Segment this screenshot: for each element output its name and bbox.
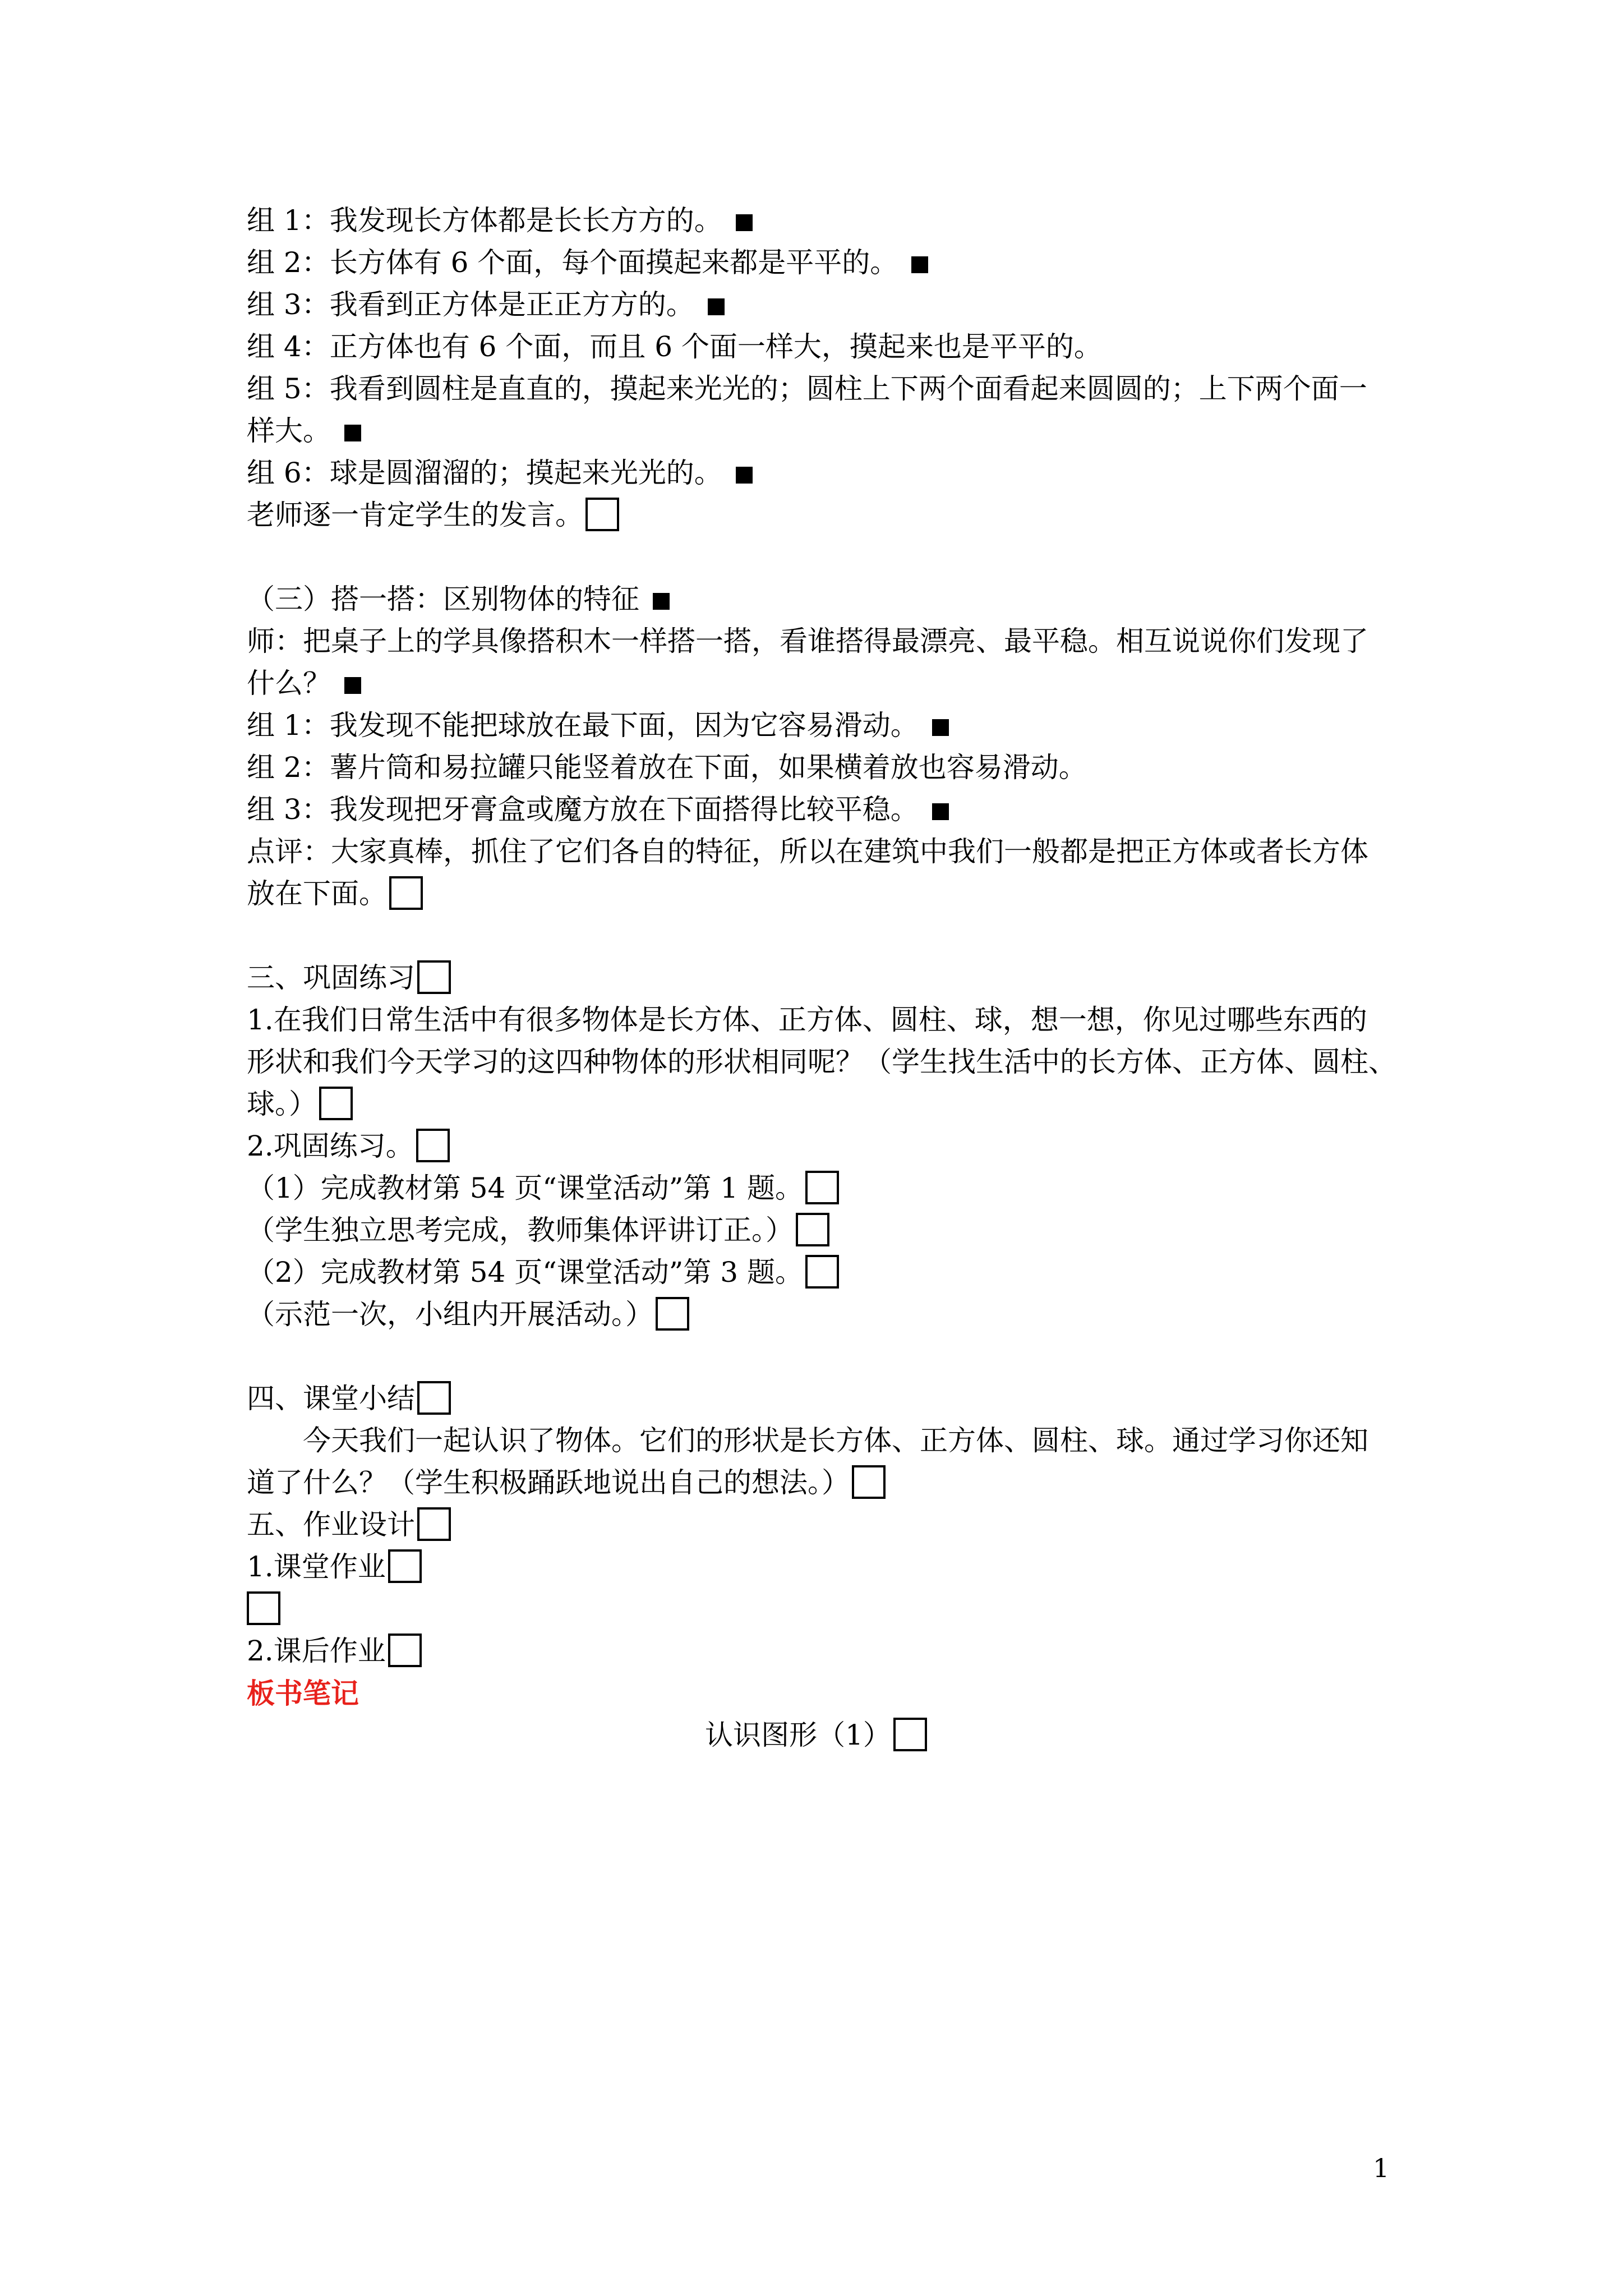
- text-line: [247, 873, 1385, 915]
- text: 放在下面。: [247, 877, 387, 910]
- text: 道了什么？（学生积极踊跃地说出自己的想法。）: [247, 1466, 850, 1499]
- text-line: [247, 1083, 1385, 1125]
- text-line: [247, 410, 1385, 452]
- empty-box-icon: [388, 1634, 422, 1667]
- text-line: [247, 1251, 1385, 1294]
- empty-box-icon: [416, 1129, 450, 1162]
- text-line: [247, 200, 1385, 242]
- text-line: [247, 1294, 1385, 1336]
- text: 组 2：薯片筒和易拉罐只能竖着放在下面，如果横着放也容易滑动。: [247, 751, 1087, 784]
- text: （2）完成教材第 54 页“课堂活动”第 3 题。: [247, 1256, 803, 1289]
- text-line: [247, 1588, 1385, 1630]
- empty-box-icon: [796, 1213, 829, 1246]
- text: 什么？: [247, 667, 331, 700]
- text: 1.在我们日常生活中有很多物体是长方体、正方体、圆柱、球，想一想，你见过哪些东西的: [247, 1004, 1367, 1036]
- black-square-icon: [708, 298, 725, 315]
- black-square-icon: [932, 803, 949, 820]
- spacer: [247, 536, 1385, 578]
- text-line: [247, 284, 1385, 326]
- black-square-icon: [736, 214, 753, 231]
- text: 样大。: [247, 415, 331, 447]
- text: 今天我们一起认识了物体。它们的形状是长方体、正方体、圆柱、球。通过学习你还知: [303, 1424, 1368, 1457]
- text: 点评：大家真棒，抓住了它们各自的特征，所以在建筑中我们一般都是把正方体或者长方体: [247, 835, 1368, 868]
- page-number: 1: [1373, 2153, 1390, 2183]
- empty-box-icon: [852, 1465, 886, 1499]
- text-line: [247, 1462, 1385, 1504]
- text: （学生独立思考完成，教师集体评讲订正。）: [247, 1214, 794, 1246]
- empty-box-icon: [805, 1255, 839, 1289]
- section-heading: [247, 957, 1385, 999]
- empty-box-icon: [893, 1718, 927, 1751]
- text: （示范一次，小组内开展活动。）: [247, 1298, 653, 1331]
- empty-box-icon: [417, 1381, 451, 1415]
- text-line: [247, 326, 1385, 368]
- empty-box-icon: [319, 1087, 353, 1120]
- text: 组 2：长方体有 6 个面，每个面摸起来都是平平的。: [247, 246, 898, 279]
- text: 板书笔记: [247, 1677, 359, 1710]
- empty-box-icon: [247, 1591, 280, 1625]
- spacer: [247, 915, 1385, 957]
- text: （1）完成教材第 54 页“课堂活动”第 1 题。: [247, 1172, 803, 1204]
- text-line: [247, 368, 1385, 410]
- black-square-icon: [653, 593, 670, 610]
- text: 认识图形（1）: [705, 1719, 891, 1751]
- text-line: [247, 1630, 1385, 1672]
- text: 形状和我们今天学习的这四种物体的形状相同呢？（学生找生活中的长方体、正方体、圆柱、: [247, 1046, 1396, 1078]
- black-square-icon: [932, 719, 949, 736]
- text-line: [247, 705, 1385, 747]
- black-square-icon: [344, 677, 361, 694]
- text: 师：把桌子上的学具像搭积木一样搭一搭，看谁搭得最漂亮、最平稳。相互说说你们发现了: [247, 625, 1368, 657]
- text: 1.课堂作业: [247, 1550, 386, 1583]
- board-title: [247, 1714, 1385, 1756]
- text: 四、课堂小结: [247, 1382, 415, 1415]
- text-line: [247, 1420, 1385, 1462]
- black-square-icon: [911, 256, 928, 273]
- text-line: [247, 999, 1385, 1041]
- text-line: [247, 494, 1385, 536]
- section-heading: [247, 1504, 1385, 1546]
- empty-box-icon: [389, 876, 423, 910]
- text: 五、作业设计: [247, 1508, 415, 1541]
- empty-box-icon: [417, 1507, 451, 1541]
- text: 三、巩固练习: [247, 961, 415, 994]
- black-square-icon: [736, 467, 753, 484]
- text: 组 4：正方体也有 6 个面，而且 6 个面一样大，摸起来也是平平的。: [247, 330, 1102, 363]
- section-heading: [247, 578, 1385, 620]
- text-line: [247, 1041, 1396, 1083]
- spacer: [247, 1336, 1385, 1378]
- text-line: [247, 747, 1385, 789]
- text-line: [247, 620, 1385, 662]
- text: 组 1：我发现不能把球放在最下面，因为它容易滑动。: [247, 709, 919, 742]
- empty-box-icon: [656, 1297, 689, 1331]
- text: 组 3：我看到正方体是正正方方的。: [247, 288, 694, 321]
- text: 组 3：我发现把牙膏盒或魔方放在下面搭得比较平稳。: [247, 793, 919, 826]
- text-line: [247, 1546, 1385, 1588]
- text: 组 1：我发现长方体都是长长方方的。: [247, 204, 722, 237]
- text: （三）搭一搭：区别物体的特征: [247, 583, 639, 615]
- text: 组 5：我看到圆柱是直直的，摸起来光光的；圆柱上下两个面看起来圆圆的；上下两个面一: [247, 372, 1367, 405]
- text: 老师逐一肯定学生的发言。: [247, 499, 583, 531]
- text: 球。）: [247, 1088, 317, 1120]
- text-line: [247, 831, 1385, 873]
- text-line: [247, 1125, 1385, 1167]
- empty-box-icon: [388, 1549, 422, 1583]
- text-line: [247, 1167, 1385, 1209]
- text-line: [247, 242, 1385, 284]
- text: 组 6：球是圆溜溜的；摸起来光光的。: [247, 457, 722, 489]
- text: 2.课后作业: [247, 1635, 386, 1667]
- board-notes-heading: [247, 1672, 1385, 1714]
- section-heading: [247, 1378, 1385, 1420]
- empty-box-icon: [585, 498, 619, 531]
- text-line: [247, 789, 1385, 831]
- empty-box-icon: [805, 1171, 839, 1204]
- empty-box-icon: [417, 960, 451, 994]
- text: 2.巩固练习。: [247, 1130, 414, 1162]
- text-line: [247, 662, 1385, 705]
- text-line: [247, 452, 1385, 494]
- black-square-icon: [344, 425, 361, 441]
- document-body: [247, 200, 1396, 1756]
- text-line: [247, 1209, 1385, 1251]
